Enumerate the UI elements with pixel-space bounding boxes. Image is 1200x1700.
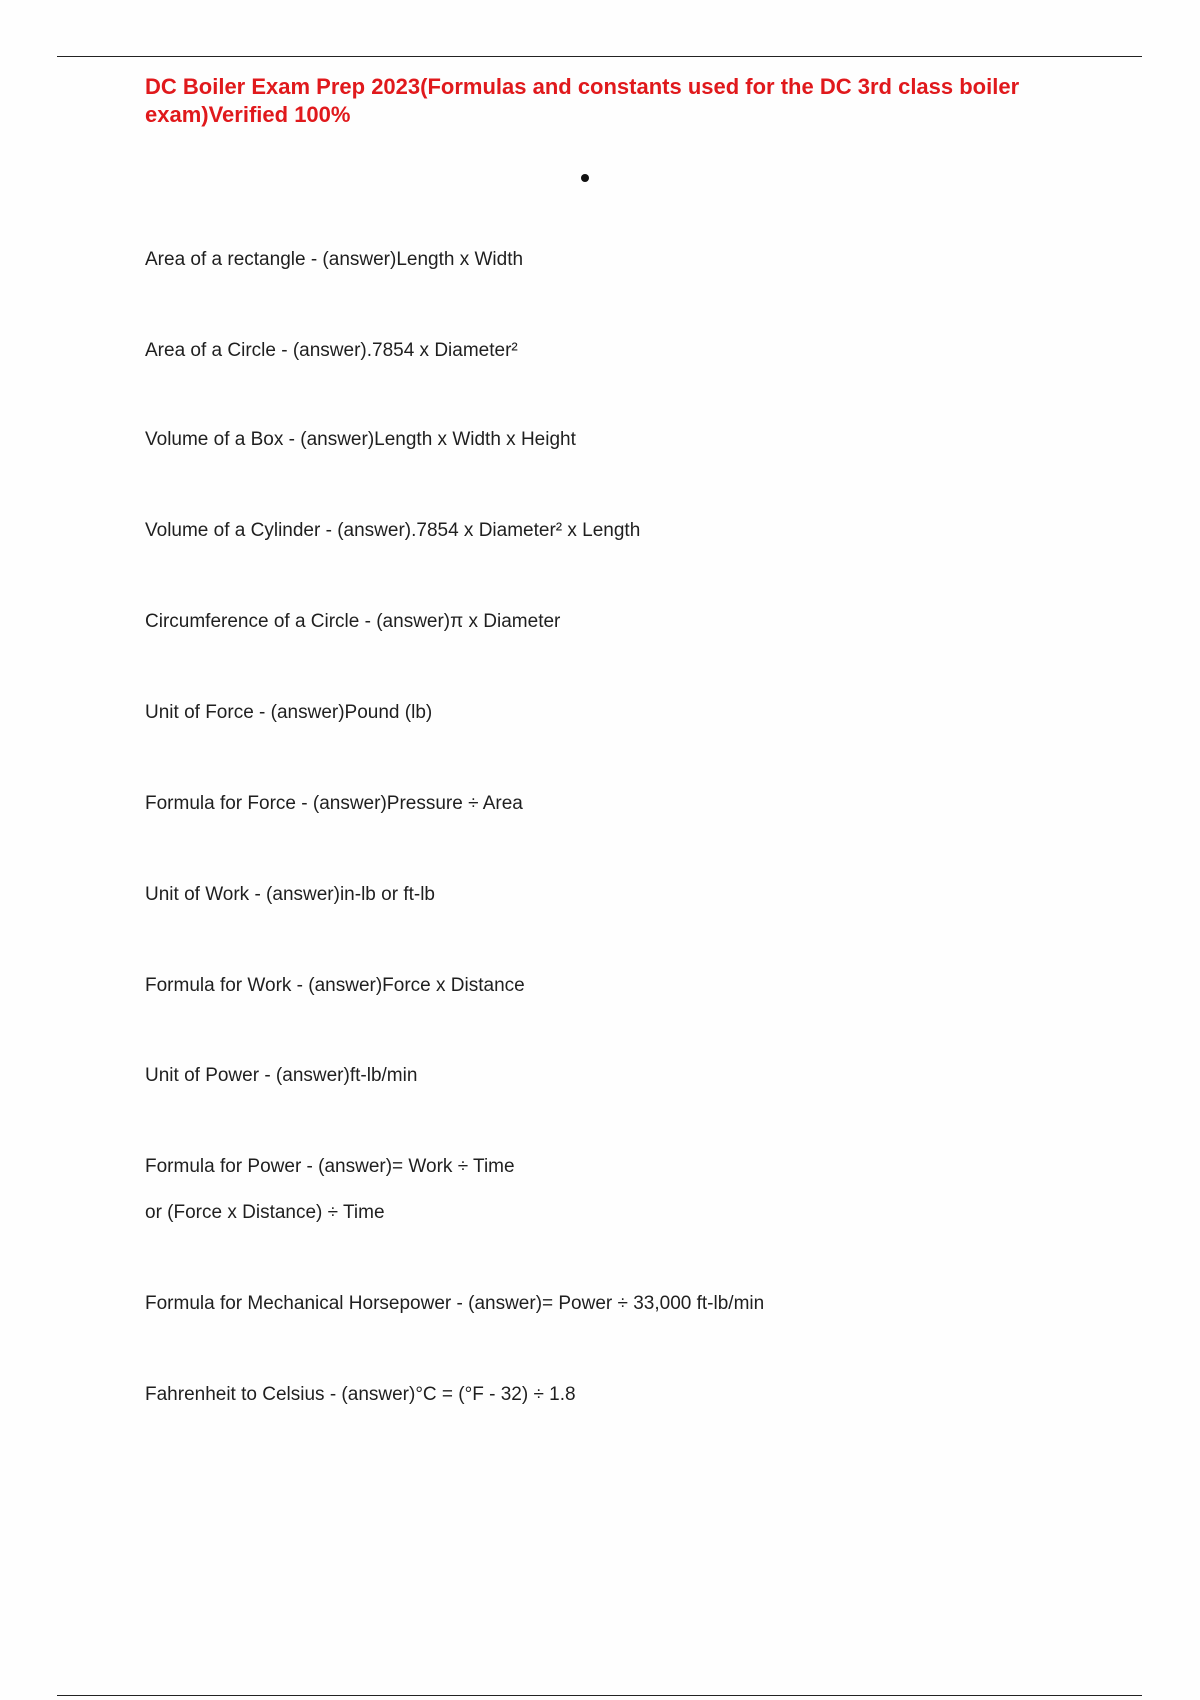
formula-entry — [145, 339, 518, 363]
formula-entry — [145, 1064, 417, 1088]
formula-text: Circumference of a Circle - (answer)π x Diameter — [145, 611, 561, 632]
formula-text: Unit of Power - (answer)ft-lb/min — [145, 1065, 418, 1086]
formula-text: Unit of Work - (answer)in-lb or ft-lb — [145, 884, 435, 905]
top-rule — [57, 56, 1142, 57]
formula-text: Formula for Power - (answer)= Work ÷ Time — [145, 1156, 515, 1177]
bottom-rule — [57, 1695, 1142, 1696]
formula-text: Formula for Force - (answer)Pressure ÷ Area — [145, 793, 523, 814]
formula-entry — [145, 1383, 576, 1407]
formula-entry — [145, 974, 525, 998]
formula-text: Formula for Work - (answer)Force x Distance — [145, 975, 525, 996]
formula-entry — [145, 1292, 764, 1316]
formula-entry — [145, 701, 432, 725]
formula-entry — [145, 883, 435, 907]
formula-continuation: or (Force x Distance) ÷ Time — [145, 1202, 385, 1223]
formula-text: Volume of a Cylinder - (answer).7854 x Diameter² x Length — [145, 520, 641, 541]
bullet-dot — [581, 174, 589, 182]
formula-entry — [145, 248, 523, 272]
formula-text: Area of a Circle - (answer).7854 x Diameter² — [145, 340, 518, 361]
formula-entry — [145, 1155, 515, 1225]
formula-text: Unit of Force - (answer)Pound (lb) — [145, 702, 433, 723]
formula-text: Volume of a Box - (answer)Length x Width x Height — [145, 429, 576, 450]
document-title: DC Boiler Exam Prep 2023(Formulas and constants used for the DC 3rd class boiler exam)Verified 100% — [145, 74, 1020, 127]
formula-entry — [145, 519, 640, 543]
formula-text: Area of a rectangle - (answer)Length x Width — [145, 249, 524, 270]
formula-text: Formula for Mechanical Horsepower - (answer)= Power ÷ 33,000 ft-lb/min — [145, 1293, 765, 1314]
formula-entry — [145, 610, 560, 634]
formula-text: Fahrenheit to Celsius - (answer)°C = (°F - 32) ÷ 1.8 — [145, 1384, 576, 1405]
formula-entry — [145, 428, 576, 452]
formula-entry — [145, 792, 523, 816]
